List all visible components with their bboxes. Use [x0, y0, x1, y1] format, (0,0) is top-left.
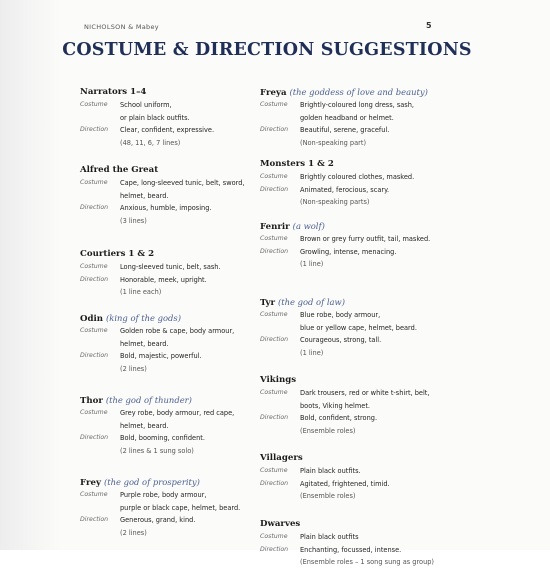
line-text: helmet, beard. — [120, 191, 169, 200]
line-label: Costume — [260, 101, 288, 108]
role-line — [260, 334, 446, 347]
role-title — [260, 86, 446, 99]
line-text: (3 lines) — [120, 216, 147, 225]
line-label: Direction — [80, 434, 109, 441]
line-label — [260, 258, 300, 271]
role-line — [260, 184, 446, 197]
role-line — [260, 258, 446, 271]
line-label: Costume — [260, 389, 288, 396]
line-text: Bold, confident, strong. — [300, 414, 378, 422]
role-name: Dwarves — [260, 519, 301, 529]
role-block — [80, 476, 266, 539]
role-block — [260, 86, 446, 149]
role-title — [80, 164, 266, 177]
line-label — [80, 215, 120, 228]
line-text: (Non-speaking part) — [300, 138, 367, 147]
role-line — [80, 202, 266, 215]
role-line — [260, 347, 446, 360]
line-label — [80, 502, 120, 515]
line-text: Blue robe, body armour, — [300, 311, 381, 319]
line-text: (2 lines) — [120, 528, 147, 537]
line-label — [260, 490, 300, 503]
line-label — [260, 347, 300, 360]
role-block — [260, 220, 446, 271]
line-label — [80, 286, 120, 299]
line-label: Direction — [260, 247, 289, 255]
line-text: Plain black outfits — [300, 533, 359, 541]
role-line — [260, 531, 446, 544]
line-label: Costume — [80, 327, 108, 334]
role-line — [260, 137, 446, 150]
line-label: Direction — [260, 126, 289, 133]
line-text: Generous, grand, kind. — [120, 516, 196, 524]
role-name: Thor — [80, 396, 103, 406]
line-text: Bold, majestic, powerful. — [120, 352, 202, 360]
role-line — [260, 478, 446, 491]
role-line — [260, 246, 446, 259]
role-name: Vikings — [260, 375, 297, 385]
line-label: Costume — [260, 173, 288, 180]
line-label: Costume — [260, 533, 288, 540]
line-text: Agitated, frightened, timid. — [300, 479, 390, 488]
role-line — [260, 99, 446, 112]
line-text: Beautiful, serene, graceful. — [300, 126, 390, 134]
role-block — [260, 452, 446, 503]
line-label — [260, 196, 300, 209]
line-text: (1 line each) — [120, 288, 162, 296]
role-line — [80, 286, 266, 299]
line-text: Animated, ferocious, scary. — [300, 185, 390, 194]
line-text: Brightly-coloured long dress, sash, — [300, 101, 415, 109]
line-text: Anxious, humble, imposing. — [120, 204, 212, 212]
line-text: blue or yellow cape, helmet, beard. — [300, 323, 417, 332]
role-name: Frey — [80, 478, 101, 488]
role-line — [80, 489, 266, 502]
role-line — [260, 425, 446, 438]
role-name: Narrators 1–4 — [80, 87, 147, 97]
role-title — [260, 296, 446, 309]
role-line — [80, 420, 266, 433]
role-name: Fenrir — [260, 222, 290, 232]
role-block — [80, 86, 266, 149]
role-line — [80, 338, 266, 351]
role-block — [260, 296, 446, 359]
line-label — [80, 445, 120, 458]
role-line — [80, 363, 266, 376]
line-label — [80, 190, 120, 203]
role-name: Freya — [260, 88, 287, 98]
line-text: Grey robe, body armour, red cape, — [120, 409, 235, 417]
line-label: Direction — [80, 275, 109, 283]
line-text: Courageous, strong, tall. — [300, 336, 382, 344]
line-label — [260, 322, 300, 335]
role-line — [260, 112, 446, 125]
line-label — [260, 556, 300, 569]
line-text: purple or black cape, helmet, beard. — [120, 503, 241, 512]
line-label: Costume — [260, 467, 288, 474]
role-line — [80, 502, 266, 515]
line-text: (Ensemble roles) — [300, 426, 356, 435]
role-title — [80, 476, 266, 489]
role-line — [260, 400, 446, 413]
page-title: COSTUME & DIRECTION SUGGESTIONS — [62, 40, 472, 60]
line-label: Costume — [80, 263, 108, 270]
role-line — [80, 261, 266, 274]
role-line — [80, 445, 266, 458]
line-text: (2 lines & 1 sung solo) — [120, 446, 194, 455]
role-subtitle: (the goddess of love and beauty) — [289, 87, 428, 97]
role-line — [260, 556, 446, 569]
role-line — [80, 190, 266, 203]
role-line — [260, 196, 446, 209]
line-text: (2 lines) — [120, 364, 147, 373]
role-line — [80, 124, 266, 137]
role-line — [260, 490, 446, 503]
line-text: (Ensemble roles – 1 song sung as group) — [300, 558, 435, 566]
role-block — [260, 518, 446, 569]
line-text: Brightly coloured clothes, masked. — [300, 173, 415, 181]
role-line — [260, 233, 446, 246]
role-line — [260, 171, 446, 184]
line-text: Clear, confident, expressive. — [120, 126, 215, 134]
role-name: Alfred the Great — [80, 165, 159, 175]
role-block — [80, 164, 266, 227]
line-label — [80, 527, 120, 540]
role-line — [80, 137, 266, 150]
line-text: helmet, beard. — [120, 339, 169, 348]
line-label — [260, 112, 300, 125]
line-label: Direction — [260, 479, 289, 487]
line-label: Direction — [80, 516, 109, 523]
role-name: Villagers — [260, 453, 303, 463]
line-label — [260, 137, 300, 150]
line-text: Brown or grey furry outfit, tail, masked. — [300, 235, 431, 243]
line-label: Costume — [260, 311, 288, 318]
line-text: Honorable, meek, upright. — [120, 275, 207, 284]
role-line — [80, 527, 266, 540]
role-title — [260, 452, 446, 465]
role-line — [80, 350, 266, 363]
role-line — [260, 465, 446, 478]
role-line — [80, 99, 266, 112]
role-line — [260, 124, 446, 137]
role-subtitle: (king of the gods) — [106, 313, 181, 323]
line-label: Direction — [80, 204, 109, 211]
line-text: (Ensemble roles) — [300, 492, 356, 500]
role-line — [80, 514, 266, 527]
line-text: (Non-speaking parts) — [300, 198, 370, 206]
role-block — [80, 394, 266, 457]
role-subtitle: (the god of law) — [277, 297, 345, 307]
line-label: Costume — [80, 491, 108, 498]
role-subtitle: (the god of thunder) — [105, 395, 192, 405]
line-label: Direction — [260, 414, 289, 421]
line-text: Dark trousers, red or white t-shirt, belt, — [300, 389, 430, 397]
role-title — [260, 158, 446, 171]
page-number: 5 — [426, 21, 432, 30]
line-text: Enchanting, focussed, intense. — [300, 545, 402, 554]
line-label: Direction — [80, 352, 109, 359]
role-title — [80, 86, 266, 99]
line-text: helmet, beard. — [120, 421, 169, 430]
line-label — [80, 137, 120, 150]
line-text: School uniform, — [120, 101, 172, 109]
line-text: (48, 11, 6, 7 lines) — [120, 138, 181, 147]
line-label: Costume — [260, 235, 288, 242]
line-label — [80, 363, 120, 376]
role-subtitle: (the god of prosperity) — [103, 477, 200, 487]
role-title — [80, 248, 266, 261]
role-line — [80, 215, 266, 228]
role-line — [80, 407, 266, 420]
line-text: golden headband or helmet. — [300, 113, 394, 122]
role-name: Tyr — [260, 298, 275, 308]
role-block — [260, 158, 446, 209]
line-text: Plain black outfits. — [300, 467, 361, 475]
role-name: Odin — [80, 314, 104, 324]
line-label — [80, 338, 120, 351]
line-label: Costume — [80, 101, 108, 108]
role-title — [260, 374, 446, 387]
line-text: Growling, intense, menacing. — [300, 247, 397, 256]
role-line — [80, 274, 266, 287]
running-header: NICHOLSON & Mabey — [84, 23, 159, 31]
role-title — [80, 394, 266, 407]
line-text: Purple robe, body armour, — [120, 491, 207, 499]
line-text: (1 line) — [300, 260, 324, 268]
role-line — [80, 177, 266, 190]
role-block — [80, 248, 266, 299]
line-label: Direction — [260, 185, 289, 193]
role-line — [80, 112, 266, 125]
line-label: Costume — [80, 409, 108, 416]
line-label — [80, 112, 120, 125]
line-text: Cape, long-sleeved tunic, belt, sword, — [120, 179, 245, 187]
line-text: boots, Viking helmet. — [300, 401, 371, 410]
role-title — [80, 312, 266, 325]
role-block — [260, 374, 446, 437]
line-label: Direction — [260, 545, 289, 553]
line-text: Bold, booming, confident. — [120, 434, 205, 442]
role-line — [260, 387, 446, 400]
line-label: Costume — [80, 179, 108, 186]
line-label — [260, 400, 300, 413]
line-text: Long-sleeved tunic, belt, sash. — [120, 263, 221, 271]
role-line — [80, 432, 266, 445]
role-subtitle: (a wolf) — [292, 221, 325, 231]
role-title — [260, 518, 446, 531]
line-text: Golden robe & cape, body armour, — [120, 327, 235, 335]
line-text: or plain black outfits. — [120, 113, 190, 122]
line-label: Direction — [260, 336, 289, 343]
role-line — [260, 309, 446, 322]
line-label — [80, 420, 120, 433]
role-line — [80, 325, 266, 338]
line-text: (1 line) — [300, 348, 324, 357]
role-line — [260, 412, 446, 425]
role-title — [260, 220, 446, 233]
role-name: Monsters 1 & 2 — [260, 159, 334, 169]
role-block — [80, 312, 266, 375]
page-gutter-shadow — [0, 0, 62, 550]
line-label — [260, 425, 300, 438]
role-line — [260, 322, 446, 335]
line-label: Direction — [80, 126, 109, 133]
role-name: Courtiers 1 & 2 — [80, 249, 155, 259]
